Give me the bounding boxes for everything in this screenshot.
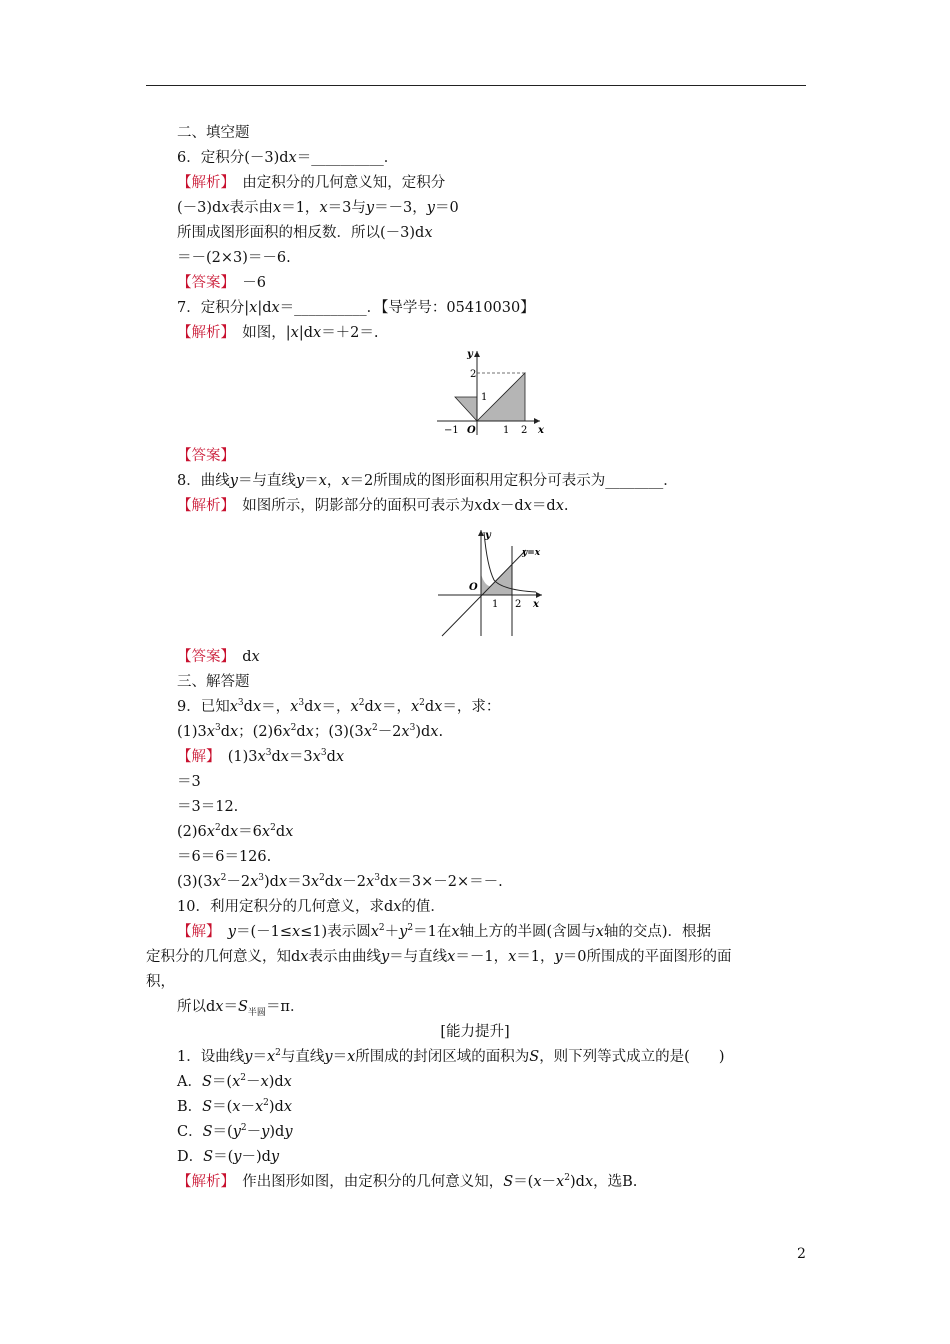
figure-hyperbola xyxy=(436,526,554,638)
fig2-x-label: x xyxy=(533,599,539,610)
q7-stem: 7．定积分|x|dx＝__________．【导学号：05410030】 xyxy=(177,300,535,316)
ab1-option-c: C．$S=(y^2-y)dy$ xyxy=(177,1123,293,1140)
ab1-analysis: 【解析】 作出图形如图，由定积分的几何意义知，$S=(x-x^2)dx$，选B. xyxy=(177,1173,638,1190)
analysis-label: 【解析】 xyxy=(177,175,228,191)
q10-solution-line1: 【解】 y＝(－1≤x≤1)表示圆$x^2+y^2=1$在x轴上方的半圆(含圆与x轴的交点)．根据 xyxy=(177,923,712,940)
q9-solution-line4: $(2)6x^2dx=6x^2dx$ xyxy=(177,823,294,840)
q10-solution-line3: 积， xyxy=(146,974,175,990)
ab1-option-a: A．$S=(x^2-x)dx$ xyxy=(177,1073,292,1090)
fig1-x-tick-1: 1 xyxy=(503,425,510,436)
q10-solution-line4: 所以$dx=S_{半圆}=\pi$． xyxy=(177,999,305,1018)
ab1-option-d: D．S＝(y－)dy xyxy=(177,1149,280,1165)
fig1-x-label: x xyxy=(538,425,544,436)
q7-analysis: 【解析】 如图，|x|dx＝＋2＝. xyxy=(177,325,379,341)
q9-solution-line2: ＝3 xyxy=(177,774,201,790)
q10-solution-line2: 定积分的几何意义，知dx表示由曲线y＝与直线x＝－1，x＝1，y＝0所围成的平面图形的面 xyxy=(146,949,732,965)
fig1-tick-2: 2 xyxy=(470,369,477,380)
fig2-y-label: y xyxy=(485,530,491,541)
fig1-tick-1: 1 xyxy=(481,392,488,403)
q9-solution-line6: $(3)(3x^2-2x^3)dx=3x^2dx-2x^3dx=3\times-2\times=-$. xyxy=(177,873,503,890)
q6-analysis-line4: ＝－(2×3)＝－6. xyxy=(177,250,291,266)
q8-stem: 8．曲线y＝与直线y＝x，x＝2所围成的图形面积用定积分可表示为________． xyxy=(177,473,678,489)
fig1-x-tick-2: 2 xyxy=(521,425,528,436)
ab1-option-b: B．$S=(x-x^2)dx$ xyxy=(177,1098,293,1115)
q9-solution-line1: 【解】 $(1)3x^3dx=3x^3dx$ xyxy=(177,748,345,765)
q6-analysis-line2: (－3)dx表示由x＝1，x＝3与y＝－3，y＝0 xyxy=(177,200,459,216)
q6-stem: 6．定积分(－3)dx＝__________． xyxy=(177,150,399,166)
fig2-line-label: y=x xyxy=(522,548,541,558)
q6-answer: 【答案】 －6 xyxy=(177,275,266,291)
section-answer-title: 三、解答题 xyxy=(177,674,250,690)
q6-analysis-line3: 所围成图形面积的相反数．所以(－3)dx xyxy=(177,225,433,241)
ab1-stem: 1．设曲线$y=x^2$与直线y＝x所围成的封闭区域的面积为S，则下列等式成立的是( ) xyxy=(177,1048,725,1065)
q10-stem: 10．利用定积分的几何意义，求dx的值． xyxy=(177,899,445,915)
q8-analysis: 【解析】 如图所示，阴影部分的面积可表示为xdx－dx＝dx. xyxy=(177,498,569,514)
fig2-x-tick-1: 1 xyxy=(492,599,499,610)
fig2-origin: O xyxy=(469,582,478,593)
q9-solution-line3: ＝3＝12. xyxy=(177,799,239,815)
figure-abs-x xyxy=(432,347,552,437)
q6-analysis-line1: 【解析】 由定积分的几何意义知，定积分 xyxy=(177,175,446,191)
q7-answer: 【答案】 xyxy=(177,448,235,464)
fig1-y-label: y xyxy=(467,349,473,360)
page-number: 2 xyxy=(797,1246,806,1262)
fig2-x-tick-2: 2 xyxy=(515,599,522,610)
q9-parts: $(1)3x^3dx$；$(2)6x^2dx$；$(3)(3x^2-2x^3)dx$. xyxy=(177,723,444,740)
solution-label: 【解】 xyxy=(177,749,214,765)
q9-solution-line5: ＝6＝6＝126. xyxy=(177,849,272,865)
header-rule xyxy=(146,85,806,86)
fig1-origin: O xyxy=(467,425,476,436)
section-fill-title: 二、填空题 xyxy=(177,125,250,141)
section-ability-title: [能力提升] xyxy=(440,1024,510,1040)
answer-label: 【答案】 xyxy=(177,275,228,291)
fig1-tick-minus1: −1 xyxy=(444,425,459,436)
q8-answer: 【答案】 dx xyxy=(177,649,260,665)
q9-stem: 9．已知$x^3dx=$，$x^3dx=$，$x^2dx=$，$x^2dx=$，求： xyxy=(177,698,501,715)
